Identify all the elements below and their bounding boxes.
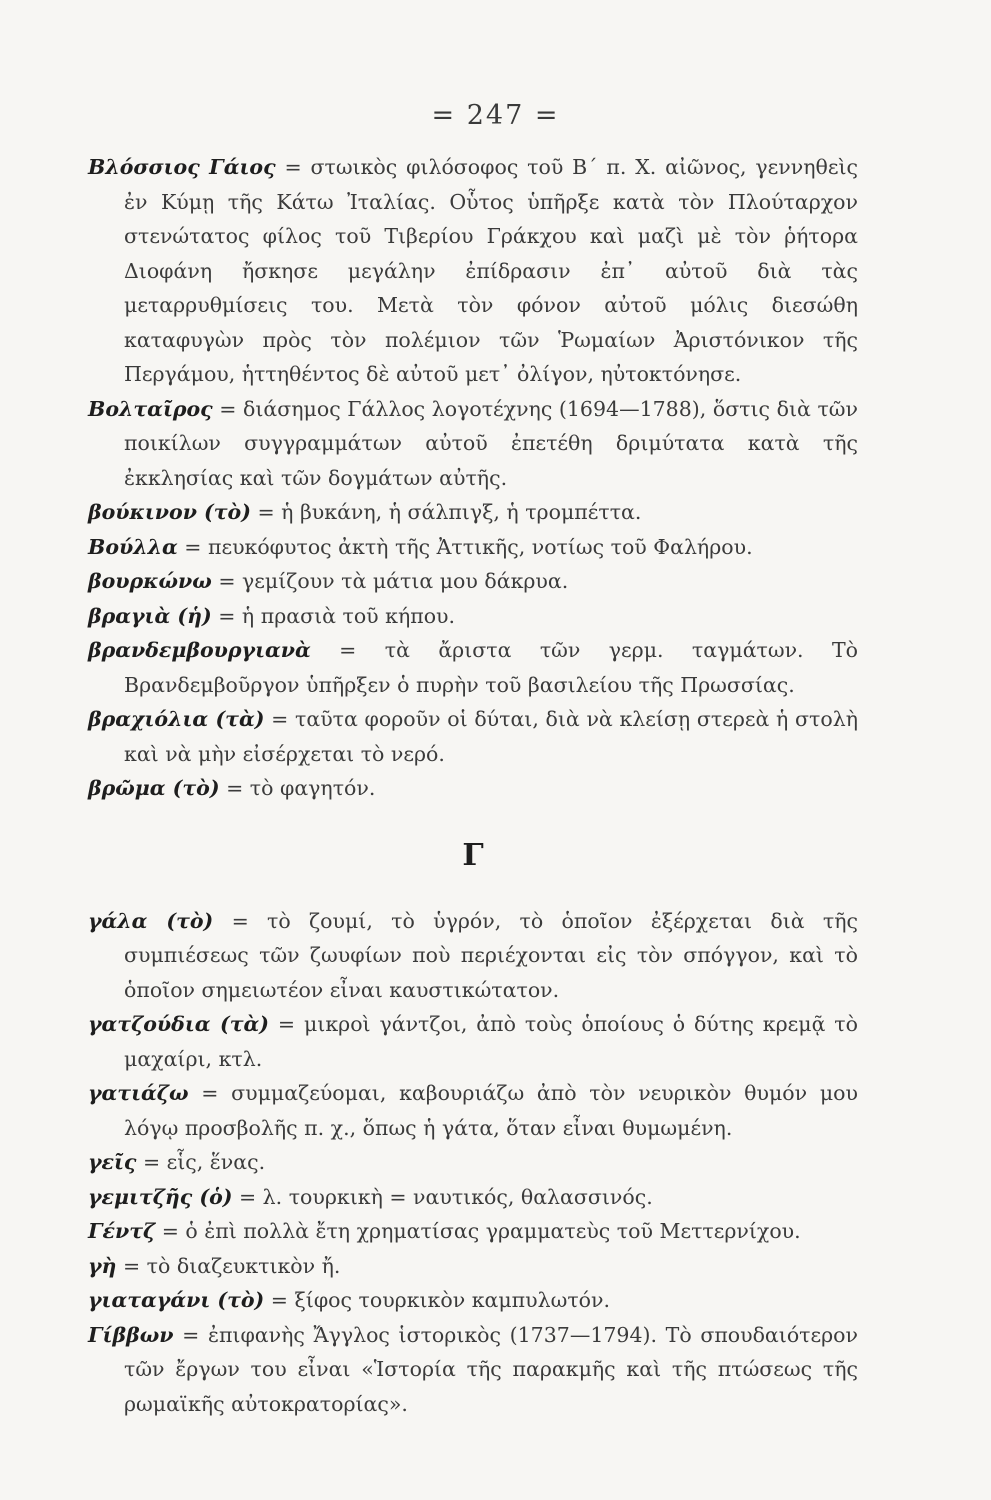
entry-headword: γατιάζω [88, 1081, 189, 1105]
entry-headword: Γίββων [88, 1322, 174, 1347]
entry-definition: = διάσημος Γάλλος λογοτέχνης (1694—1788), ὅστις διὰ τῶν ποικίλων συγγραμμάτων αὐτοῦ ἐπετέθη δριμύτατα κατὰ τῆς ἐκκλησίας καὶ τῶν δογμάτων αὐτῆς. [124, 396, 858, 490]
entry-definition: = γεμίζουν τὰ μάτια μου δάκρυα. [218, 569, 569, 593]
entry-headword: βρανδεμβουργιανὰ [88, 638, 311, 662]
entry-headword: γάλα (τὸ) [88, 908, 214, 933]
glossary-entry [88, 702, 858, 771]
entry-headword: Βολταῖρος [88, 396, 213, 421]
glossary-entry [88, 530, 858, 565]
glossary-entry [88, 150, 858, 392]
entry-headword: βούκινον (τὸ) [88, 500, 251, 524]
entry-headword: βουρκώνω [88, 569, 212, 593]
page-number: = 247 = [431, 100, 560, 131]
entry-headword: γατζούδια (τὰ) [88, 1012, 269, 1036]
entry-definition: = ἡ πρασιὰ τοῦ κήπου. [218, 603, 456, 628]
glossary-entry [88, 633, 858, 702]
glossary-content [88, 150, 858, 1421]
glossary-entry [88, 1318, 858, 1422]
letter-heading: Γ [462, 837, 484, 873]
entry-headword: Βλόσσιος Γάιος [88, 155, 276, 179]
entry-definition: = πευκόφυτος ἀκτὴ τῆς Ἀττικῆς, νοτίως τοῦ Φαλήρου. [184, 534, 753, 559]
entry-headword: γεῖς [88, 1150, 137, 1174]
entry-definition: = ξίφος τουρκικὸν καμπυλωτόν. [270, 1288, 610, 1312]
entry-definition: = ταῦτα φοροῦν οἱ δύται, διὰ νὰ κλείσῃ στερεὰ ἡ στολὴ καὶ νὰ μὴν εἰσέρχεται τὸ νερό. [124, 707, 858, 766]
glossary-section-b [88, 150, 858, 806]
entry-definition: = λ. τουρκικὴ = ναυτικός, θαλασσινός. [238, 1184, 653, 1209]
entry-definition: = συμμαζεύομαι, καβουριάζω ἀπὸ τὸν νευρικὸν θυμόν μου λόγῳ προσβολῆς π. χ., ὅπως ἡ γάτα, ὅταν εἶναι θυμωμένη. [124, 1081, 858, 1140]
entry-headword: γεμιτζῆς (ὁ) [88, 1184, 233, 1209]
entry-definition: = τὰ ἄριστα τῶν γερμ. ταγμάτων. Τὸ Βρανδεμβοῦργον ὑπῆρξεν ὁ πυρὴν τοῦ βασιλείου τῆς Πρωσσίας. [124, 638, 858, 697]
glossary-entry [88, 1180, 858, 1215]
glossary-entry [88, 564, 858, 599]
glossary-entry [88, 1076, 858, 1145]
glossary-entry [88, 904, 858, 1008]
entry-headword: βρῶμα (τὸ) [88, 776, 220, 800]
entry-definition: = στωικὸς φιλόσοφος τοῦ Β΄ π. Χ. αἰῶνος, γεννηθεὶς ἐν Κύμῃ τῆς Κάτω Ἰταλίας. Οὗτος ὑπῆρξε κατὰ τὸν Πλούταρχον στενώτατος φίλος τοῦ Τιβερίου Γράκχου καὶ μαζὶ μὲ τὸν ῥήτορα Διοφάνη ἤσκησε μεγάλην ἐπίδρασιν ἐπ᾿ αὐτοῦ διὰ τὰς μεταρρυθμίσεις του. Μετὰ τὸν φόνον αὐτοῦ μόλις διεσώθη καταφυγὼν πρὸς τὸν πολέμιον τῶν Ῥωμαίων Ἀριστόνικον τῆς Περγάμου, ἡττηθέντος δὲ αὐτοῦ μετ᾿ ὀλίγον, ηὐτοκτόνησε. [124, 155, 858, 386]
entry-headword: γὴ [88, 1253, 117, 1278]
entry-headword: γιαταγάνι (τὸ) [88, 1288, 265, 1312]
entry-headword: Γέντζ [88, 1219, 156, 1243]
entry-definition: = τὸ διαζευκτικὸν ἤ. [122, 1253, 341, 1278]
entry-headword: Βούλλα [88, 534, 178, 559]
entry-definition: = τὸ φαγητόν. [226, 776, 376, 800]
entry-definition: = τὸ ζουμί, τὸ ὑγρόν, τὸ ὁποῖον ἐξέρχεται διὰ τῆς συμπιέσεως τῶν ζωυφίων ποὺ περιέχονται εἰς τὸν σπόγγον, καὶ τὸ ὁποῖον σημειωτέον εἶναι καυστικώτατον. [124, 908, 858, 1002]
glossary-section-g [88, 904, 858, 1422]
glossary-entry [88, 599, 858, 634]
glossary-entry [88, 1145, 858, 1180]
glossary-entry [88, 392, 858, 496]
entry-headword: βραχιόλια (τὰ) [88, 707, 265, 731]
glossary-entry [88, 1249, 858, 1284]
entry-definition: = μικροὶ γάντζοι, ἀπὸ τοὺς ὁποίους ὁ δύτης κρεμᾷ τὸ μαχαίρι, κτλ. [124, 1012, 858, 1071]
entry-headword: βραγιὰ (ἡ) [88, 603, 212, 628]
entry-definition: = ἐπιφανὴς Ἄγγλος ἱστορικὸς (1737—1794). Τὸ σπουδαιότερον τῶν ἔργων του εἶναι «Ἱστορία τῆς παρακμῆς καὶ τῆς πτώσεως τῆς ρωμαϊκῆς αὐτοκρατορίας». [124, 1322, 858, 1416]
glossary-entry [88, 1214, 858, 1249]
glossary-entry [88, 1007, 858, 1076]
glossary-entry [88, 1283, 858, 1318]
entry-definition: = εἷς, ἕνας. [142, 1150, 266, 1174]
glossary-entry [88, 495, 858, 530]
glossary-entry [88, 771, 858, 806]
entry-definition: = ὁ ἐπὶ πολλὰ ἔτη χρηματίσας γραμματεὺς τοῦ Μεττερνίχου. [161, 1219, 801, 1243]
entry-definition: = ἡ βυκάνη, ἡ σάλπιγξ, ἡ τρομπέττα. [257, 500, 642, 524]
